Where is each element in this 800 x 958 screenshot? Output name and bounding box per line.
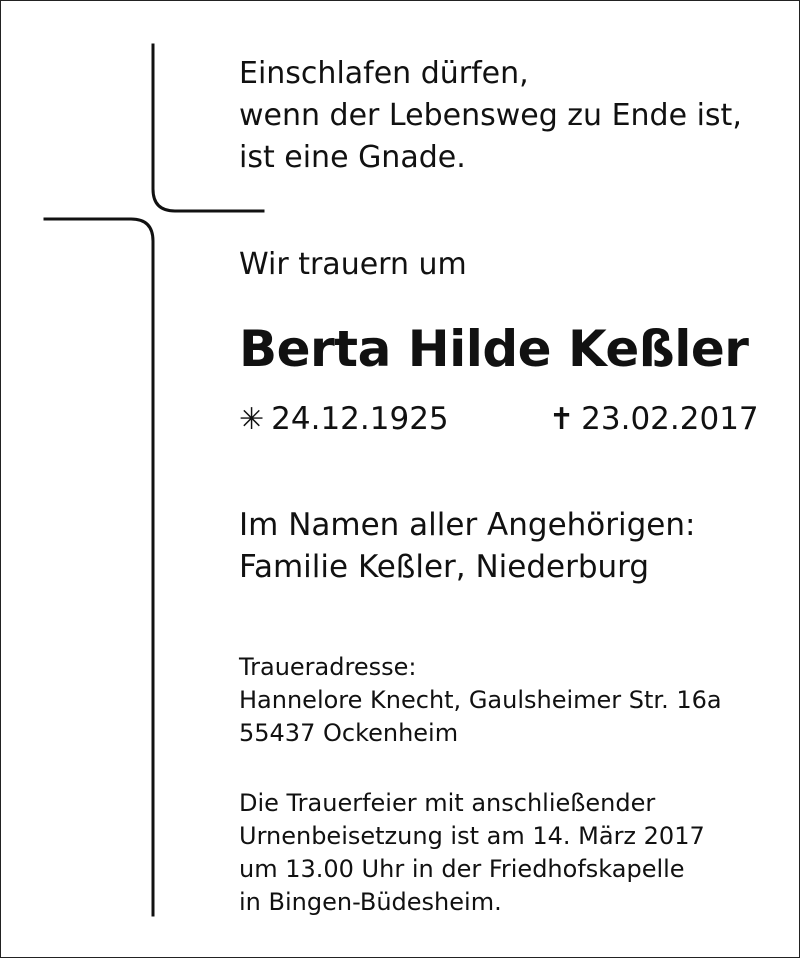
family-line-2: Familie Keßler, Niederburg <box>239 549 650 585</box>
family-signature <box>239 504 695 588</box>
family-line-1: Im Namen aller Angehörigen: <box>239 507 696 543</box>
birth-date-group <box>239 397 449 442</box>
service-line-3: um 13.00 Uhr in der Friedhofskapelle <box>239 855 685 883</box>
funeral-service-details <box>239 787 705 919</box>
poem <box>239 53 742 179</box>
poem-line-3: ist eine Gnade. <box>239 140 466 175</box>
star-icon: ✳ <box>239 402 265 437</box>
poem-line-2: wenn der Lebensweg zu Ende ist, <box>239 98 742 133</box>
death-date-group <box>549 397 759 442</box>
address-label: Traueradresse: <box>239 653 417 681</box>
deceased-name: Berta Hilde Keßler <box>239 320 749 378</box>
cross-icon: ✝ <box>549 402 575 437</box>
poem-line-1: Einschlafen dürfen, <box>239 56 529 91</box>
service-line-4: in Bingen-Büdesheim. <box>239 888 502 916</box>
birth-date: 24.12.1925 <box>271 401 449 437</box>
address-line-2: 55437 Ockenheim <box>239 719 459 747</box>
death-date: 23.02.2017 <box>581 401 759 437</box>
address-line-1: Hannelore Knecht, Gaulsheimer Str. 16a <box>239 686 722 714</box>
mourning-address <box>239 651 722 750</box>
service-line-1: Die Trauerfeier mit anschließender <box>239 789 656 817</box>
mourning-intro: Wir trauern um <box>239 247 467 282</box>
service-line-2: Urnenbeisetzung ist am 14. März 2017 <box>239 822 705 850</box>
